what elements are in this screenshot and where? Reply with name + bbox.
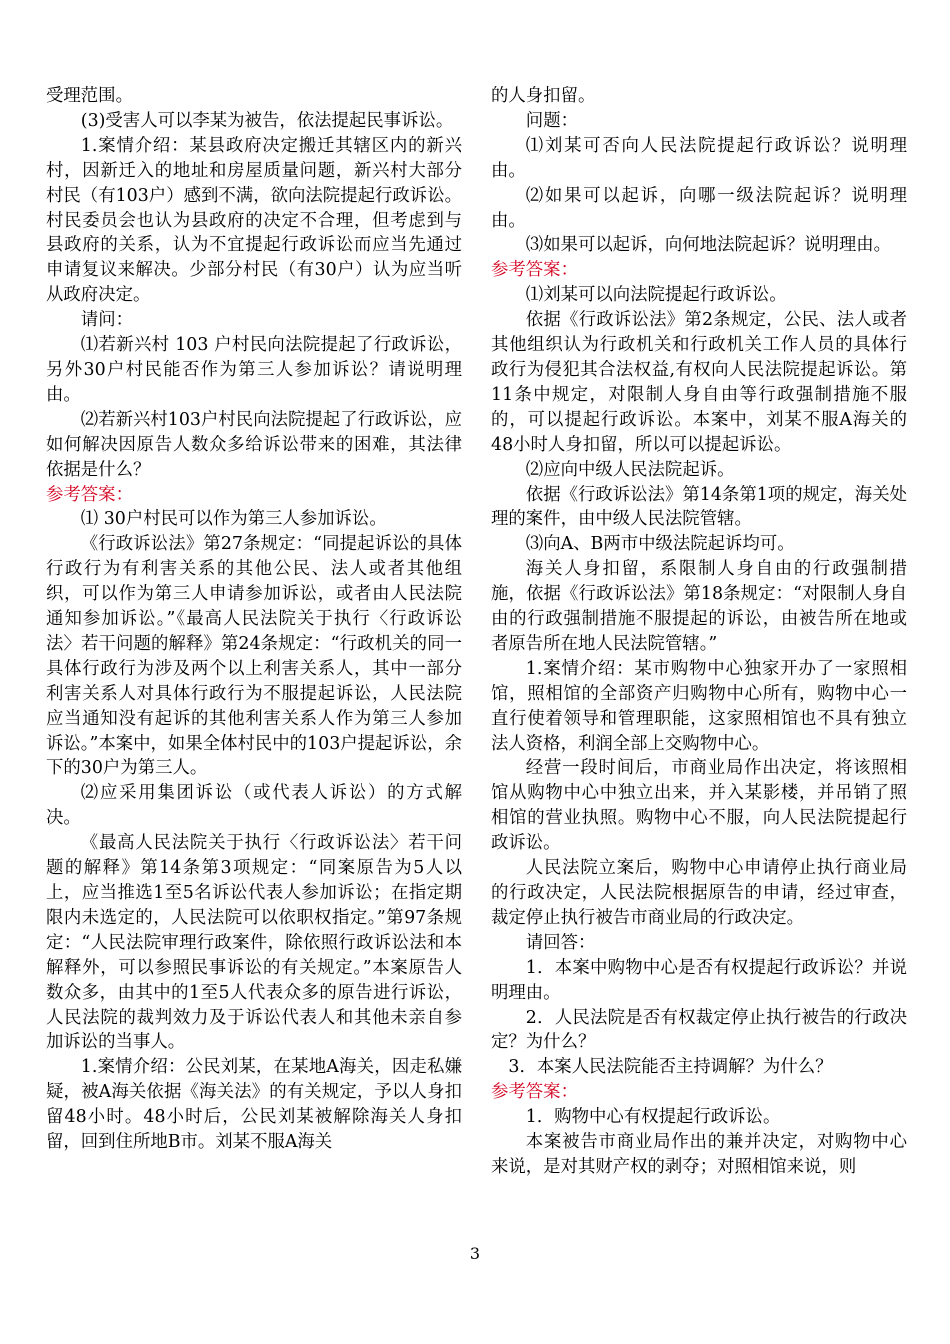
paragraph: ⑶如果可以起诉，向何地法院起诉？说明理由。	[525, 235, 892, 256]
paragraph: ⑵应向中级人民法院起诉。	[525, 459, 735, 480]
answer-heading: 参考答案：	[491, 260, 578, 281]
right-column	[491, 84, 907, 1180]
paragraph: ⑴刘某可否向人民法院提起行政诉讼？说明理由。	[491, 135, 907, 181]
page-number: 3	[469, 1244, 481, 1263]
paragraph: 依据《行政诉讼法》第2条规定，公民、法人或者其他组织认为行政机关和行政机关工作人员的具体行政行为侵犯其合法权益,有权向人民法院提起诉讼。第11条中规定，对限制人身自由等行政强制措施不服的，可以提起行政诉讼。本案中，刘某不服A海关的48小时人身扣留，所以可以提起诉讼。	[491, 310, 907, 455]
paragraph: 海关人身扣留，系限制人身自由的行政强制措施，依据《行政诉讼法》第18条规定：“对限制人身自由的行政强制措施不服提起的诉讼，由被告所在地或者原告所在地人民法院管辖。”	[491, 559, 907, 654]
paragraph: 依据《行政诉讼法》第14条第1项的规定，海关处理的案件，由中级人民法院管辖。	[491, 484, 907, 530]
paragraph: 本案被告市商业局作出的兼并决定，对购物中心来说，是对其财产权的剥夺；对照相馆来说，则	[491, 1132, 907, 1177]
paragraph: 的人身扣留。	[491, 86, 596, 106]
paragraph: 3．本案人民法院能否主持调解？为什么？	[508, 1057, 833, 1078]
paragraph: ⑴若新兴村 103 户村民向法院提起了行政诉讼，另外30户村民能否作为第三人参加诉讼？请说明理由。	[46, 335, 462, 405]
paragraph: ⑵若新兴村103户村民向法院提起了行政诉讼，应如何解决因原告人数众多给诉讼带来的困难，其法律依据是什么？	[46, 409, 462, 480]
paragraph: 《行政诉讼法》第27条规定：“同提起诉讼的具体行政行为有利害关系的其他公民、法人或者其他组织，可以作为第三人申请参加诉讼，或者由人民法院通知参加诉讼。”《最高人民法院关于执行〈行政诉讼法〉若干问题的解释》第24条规定：“行政机关的同一具体行政行为涉及两个以上利害关系人，其中一部分利害关系人对具体行政行为不服提起诉讼，人民法院应当通知没有起诉的其他利害关系人作为第三人参加诉讼。”本案中，如果全体村民中的103户提起诉讼，余下的30户为第三人。	[46, 534, 462, 779]
left-column	[46, 84, 462, 1155]
answer-heading: 参考答案：	[491, 1082, 578, 1103]
paragraph: 1.案情介绍：某县政府决定搬迁其辖区内的新兴村，因新迁入的地址和房屋质量问题，新兴村大部分村民（有103户）感到不满，欲向法院提起行政诉讼。村民委员会也认为县政府的决定不合理，但考虑到与县政府的关系，认为不宜提起行政诉讼而应当先通过申请复议来解决。少部分村民（有30户）认为应当听从政府决定。	[46, 135, 462, 306]
paragraph: 请问：	[80, 310, 133, 331]
paragraph: 1．本案中购物中心是否有权提起行政诉讼？并说明理由。	[491, 957, 907, 1003]
paragraph: (3)受害人可以李某为被告，依法提起民事诉讼。	[80, 110, 454, 131]
paragraph: ⑴刘某可以向法院提起行政诉讼。	[525, 285, 787, 306]
paragraph: 请回答：	[525, 932, 596, 953]
paragraph: ⑵应采用集团诉讼（或代表人诉讼）的方式解决。	[46, 783, 462, 829]
paragraph: 1．购物中心有权提起行政诉讼。	[525, 1107, 781, 1128]
paragraph: ⑴ 30户村民可以作为第三人参加诉讼。	[80, 509, 387, 530]
paragraph: ⑶向A、B两市中级法院起诉均可。	[525, 534, 795, 555]
paragraph: 经营一段时间后，市商业局作出决定，将该照相馆从购物中心中独立出来，并入某影楼，并吊销了照相馆的营业执照。购物中心不服，向人民法院提起行政诉讼。	[491, 758, 907, 854]
paragraph: 2．人民法院是否有权裁定停止执行被告的行政决定？为什么？	[491, 1007, 907, 1053]
answer-heading: 参考答案：	[46, 484, 133, 505]
paragraph: 人民法院立案后，购物中心申请停止执行商业局的行政决定，人民法院根据原告的申请，经过审查，裁定停止执行被告市商业局的行政决定。	[491, 858, 907, 928]
paragraph: 1.案情介绍：公民刘某，在某地A海关，因走私嫌疑，被A海关依据《海关法》的有关规定，予以人身扣留48小时。48小时后，公民刘某被解除海关人身扣留，回到住所地B市。刘某不服A海关	[46, 1057, 462, 1153]
paragraph: 《最高人民法院关于执行〈行政诉讼法〉若干问题的解释》第14条第3项规定：“同案原告为5人以上，应当推选1至5名诉讼代表人参加诉讼；在指定期限内未选定的，人民法院可以依职权指定。”第97条规定：“人民法院审理行政案件，除依照行政诉讼法和本解释外，可以参照民事诉讼的有关规定。”本案原告人数众多，由其中的1至5人代表众多的原告进行诉讼，人民法院的裁判效力及于诉讼代表人和其他未亲自参加诉讼的当事人。	[46, 833, 462, 1053]
paragraph: 1.案情介绍：某市购物中心独家开办了一家照相馆，照相馆的全部资产归购物中心所有，购物中心一直行使着领导和管理职能，这家照相馆也不具有独立法人资格，利润全部上交购物中心。	[491, 658, 907, 754]
paragraph: 受理范围。	[46, 86, 133, 106]
paragraph: ⑵如果可以起诉，向哪一级法院起诉？说明理由。	[491, 185, 907, 231]
paragraph: 问题：	[525, 110, 578, 131]
